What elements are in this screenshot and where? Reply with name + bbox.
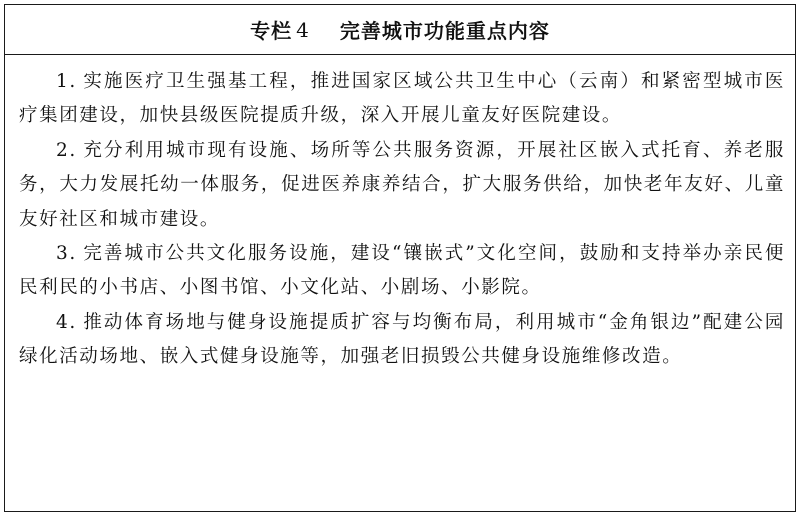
item-index: 1. bbox=[56, 71, 77, 92]
item-text: 充分利用城市现有设施、场所等公共服务资源，开展社区嵌入式托育、养老服务，大力发展托幼一体服务，促进医养康养结合，扩大服务供给，加快老年友好、儿童友好社区和城市建设。 bbox=[19, 139, 785, 230]
column-title: 完善城市功能重点内容 bbox=[339, 19, 550, 43]
item-index: 3. bbox=[56, 243, 77, 265]
column-number: 4 bbox=[296, 17, 310, 42]
item-text: 实施医疗卫生强基工程，推进国家区域公共卫生中心（云南）和紧密型城市医疗集团建设，加快县级医院提质升级，深入开展儿童友好医院建设。 bbox=[19, 71, 785, 127]
list-item-3 bbox=[19, 237, 785, 306]
column-body bbox=[5, 55, 795, 375]
column-label: 专栏 bbox=[250, 19, 293, 43]
list-item-2 bbox=[19, 134, 785, 237]
item-index: 2. bbox=[56, 139, 77, 161]
item-text: 完善城市公共文化服务设施，建设“镶嵌式”文化空间，鼓励和支持举办亲民便民利民的小书店、小图书馆、小文化站、小剧场、小影院。 bbox=[19, 243, 785, 299]
item-text: 推动体育场地与健身设施提质扩容与均衡布局，利用城市“金角银边”配建公园绿化活动场地、嵌入式健身设施等，加强老旧损毁公共健身设施维修改造。 bbox=[19, 311, 785, 368]
column-box bbox=[4, 4, 796, 512]
list-item-1 bbox=[19, 65, 785, 134]
item-index: 4. bbox=[56, 311, 77, 333]
list-item-4 bbox=[19, 306, 785, 375]
column-header bbox=[5, 5, 795, 55]
